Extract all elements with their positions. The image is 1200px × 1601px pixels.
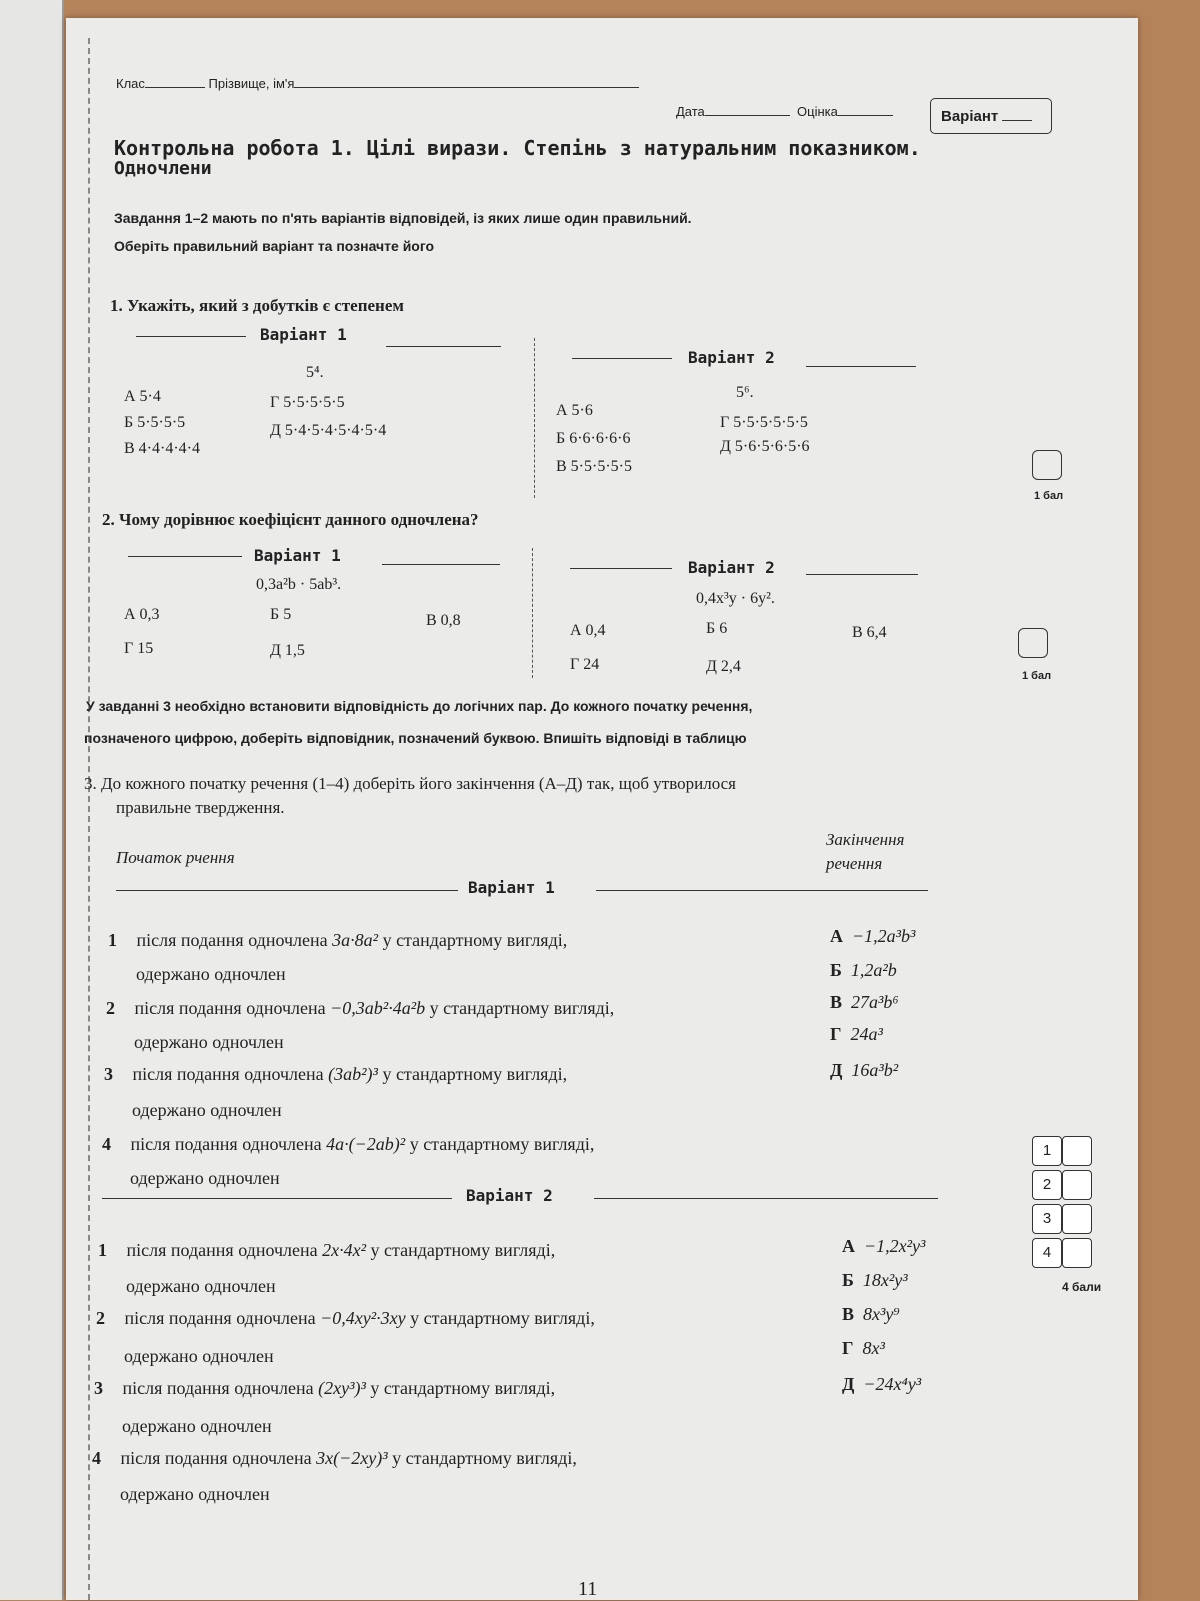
q2-v1-expr: 0,3a²b · 5ab³. [256,576,342,593]
q3-v2-item-2 [96,1308,595,1329]
answer-expr: −1,2x²y³ [864,1236,926,1256]
date-label: Дата [676,104,705,119]
q3-v2-item-3-cont: одержано одночлен [122,1416,272,1436]
q2-v2-opt-v[interactable]: В 6,4 [852,624,887,641]
instruction-line-2: Оберіть правильний варіант та позначте його [114,238,435,254]
q2-v2-opt-g[interactable]: Г 24 [570,656,600,673]
answer-table-row-label: 1 [1032,1136,1062,1166]
q3-v2-answer-d [842,1374,921,1395]
item-text: після подання одночлена [136,930,328,950]
q2-answer-checkbox[interactable] [1018,628,1048,658]
answer-expr: 8x³ [862,1338,885,1358]
answer-table-row-label: 3 [1032,1204,1062,1234]
q3-v2-item-2-cont: одержано одночлен [124,1346,274,1366]
q2-v2-opt-d[interactable]: Д 2,4 [706,658,741,675]
q1-v2-expr: 5⁶. [736,384,754,401]
q3-v1-answer-g [830,1024,883,1045]
q3-v2-answer-b [842,1270,908,1291]
item-number: 4 [92,1448,101,1468]
answer-table-row-label: 2 [1032,1170,1062,1200]
answer-letter: Б [842,1270,854,1290]
item-expr: 3x(−2xy)³ [316,1448,388,1468]
q3-v1-item-2 [106,998,614,1019]
divider [806,574,918,575]
q2-v1-opt-a[interactable]: А 0,3 [124,606,160,623]
instruction-line-1: Завдання 1–2 мають по п'ять варіантів відповідей, із яких лише один правильний. [114,210,692,226]
divider [570,568,672,569]
col-end-header-2: речення [826,854,883,873]
item-number: 2 [96,1308,105,1328]
q3-variant2-label: Варіант 2 [466,1186,553,1205]
q2-v2-opt-b[interactable]: Б 6 [706,620,728,637]
question-2: 2. Чому дорівнює коефіцієнт данного одночлена? [102,510,479,529]
question-3-line-1: 3. До кожного початку речення (1–4) доберіть його закінчення (А–Д) так, щоб утворилося [84,774,736,793]
q3-v1-item-3-cont: одержано одночлен [132,1100,282,1120]
item-number: 3 [104,1064,113,1084]
q3-v1-item-2-cont: одержано одночлен [134,1032,284,1052]
divider [594,1198,938,1199]
q1-v2-opt-d[interactable]: Д 5·6·5·6·5·6 [720,438,810,455]
q3-v2-item-1-cont: одержано одночлен [126,1276,276,1296]
question-1: 1. Укажіть, який з добутків є степенем [110,296,404,315]
q1-v1-opt-d[interactable]: Д 5·4·5·4·5·4·5·4 [270,422,387,439]
q2-variant2-label: Варіант 2 [688,558,775,577]
answer-expr: 1,2a²b [850,960,897,980]
q2-variant1-label: Варіант 1 [254,546,341,565]
q3-v1-item-3 [104,1064,567,1085]
answer-table-row-label: 4 [1032,1238,1062,1268]
answer-expr: 24a³ [850,1024,883,1044]
q2-v2-opt-a[interactable]: А 0,4 [570,622,606,639]
column-divider [532,548,533,678]
header-fields [116,76,639,91]
q3-v2-item-1 [98,1240,555,1261]
answer-expr: 16a³b² [851,1060,899,1080]
question-3-line-2: правильне твердження. [116,798,285,817]
answer-letter: В [830,992,843,1012]
item-text: у стандартному вигляді, [392,1448,577,1468]
item-text: після подання одночлена [122,1378,314,1398]
worksheet-page [66,18,1138,1600]
q1-answer-checkbox[interactable] [1032,450,1062,480]
item-number: 1 [98,1240,107,1260]
item-text: після подання одночлена [126,1240,318,1260]
q3-score: 4 бали [1062,1280,1102,1294]
q2-score: 1 бал [1022,670,1052,682]
q3-v2-answer-v [842,1304,900,1325]
answer-expr: −1,2a³b³ [852,926,916,946]
answer-expr: 18x²y³ [862,1270,908,1290]
answer-letter: А [830,926,843,946]
variant-field[interactable] [1002,120,1032,121]
item-text: у стандартному вигляді, [409,1134,595,1154]
q3-v1-item-1 [108,930,567,951]
item-expr: 4a·(−2ab)² [326,1134,406,1154]
q3-v1-item-4-cont: одержано одночлен [130,1168,280,1188]
item-expr: 2x·4x² [322,1240,367,1260]
answer-letter: Г [830,1024,842,1044]
q1-v2-opt-v[interactable]: В 5·5·5·5·5 [556,458,632,475]
q3-v2-answer-a [842,1236,925,1257]
grade-field[interactable] [838,115,893,116]
answer-table-cell-1[interactable] [1062,1136,1092,1166]
q2-v1-opt-d[interactable]: Д 1,5 [270,642,305,659]
divider [386,346,501,347]
item-text: у стандартному вигляді, [370,1378,556,1398]
item-expr: (3ab²)³ [328,1064,378,1084]
answer-letter: Д [830,1060,843,1080]
item-expr: −0,3ab²·4a²b [330,998,426,1018]
q1-v1-expr: 5⁴. [306,364,324,381]
q3-v1-answer-a [830,926,915,947]
date-field[interactable] [705,115,790,116]
class-field[interactable] [145,87,205,88]
left-page-edge [0,0,64,1600]
answer-letter: А [842,1236,855,1256]
item-number: 3 [94,1378,103,1398]
answer-letter: В [842,1304,855,1324]
q1-v1-opt-v[interactable]: В 4·4·4·4·4 [124,440,200,457]
answer-letter: Б [830,960,842,980]
item-text: після подання одночлена [124,1308,316,1328]
q2-v1-opt-g[interactable]: Г 15 [124,640,154,657]
q1-v2-opt-a[interactable]: А 5·6 [556,402,593,419]
item-number: 2 [106,998,115,1018]
page-title: Контрольна робота 1. Цілі вирази. Степінь з натуральним показником. [114,136,921,160]
q1-v2-opt-b[interactable]: Б 6·6·6·6·6 [556,430,631,447]
column-divider [534,338,535,498]
answer-letter: Г [842,1338,854,1358]
page-subtitle: Одночлени [114,158,212,179]
answer-letter: Д [842,1374,855,1394]
name-field[interactable] [294,87,639,88]
q1-variant1-label: Варіант 1 [260,325,347,344]
divider [136,336,246,337]
q1-v1-opt-a[interactable]: А 5·4 [124,388,161,405]
cut-line [88,38,90,1600]
q3-v1-answer-d [830,1060,898,1081]
page-number: 11 [578,1578,598,1600]
answer-table-cell-3[interactable] [1062,1204,1092,1234]
q3-v1-item-4 [102,1134,594,1155]
q1-v2-opt-g[interactable]: Г 5·5·5·5·5·5 [720,414,808,431]
item-text: у стандартному вигляді, [410,1308,595,1328]
q3-v2-item-4-cont: одержано одночлен [120,1484,270,1504]
q1-v1-opt-b[interactable]: Б 5·5·5·5 [124,414,186,431]
q1-score: 1 бал [1034,490,1064,502]
col-start-header: Початок рчення [116,848,235,867]
item-text: після подання одночлена [134,998,326,1018]
item-text: у стандартному вигляді, [429,998,615,1018]
q3-v2-answer-g [842,1338,885,1359]
item-text: у стандартному вигляді, [370,1240,556,1260]
divider [128,556,242,557]
grade-label: Оцінка [797,104,838,119]
q3-v1-item-1-cont: одержано одночлен [136,964,286,984]
answer-table-cell-4[interactable] [1062,1238,1092,1268]
divider [806,366,916,367]
q1-variant2-label: Варіант 2 [688,348,775,367]
variant-box-label: Варіант [941,108,999,125]
item-text: після подання одночлена [120,1448,312,1468]
q2-v1-opt-v[interactable]: В 0,8 [426,612,461,629]
item-number: 4 [102,1134,111,1154]
variant-box[interactable] [930,98,1052,134]
q3-variant1-label: Варіант 1 [468,878,555,897]
date-grade-fields [676,104,893,119]
answer-table-cell-2[interactable] [1062,1170,1092,1200]
item-text: у стандартному вигляді, [382,930,568,950]
answer-expr: 27a³b⁶ [851,992,899,1012]
answer-expr: 8x³y⁹ [863,1304,900,1324]
q2-v2-expr: 0,4x³y · 6y². [696,590,775,607]
q3-v1-answer-v [830,992,899,1013]
divider [116,890,458,891]
item-expr: −0,4xy²·3xy [320,1308,406,1328]
item-number: 1 [108,930,117,950]
divider [596,890,928,891]
q3-v2-item-3 [94,1378,555,1399]
q1-v1-opt-g[interactable]: Г 5·5·5·5·5 [270,394,345,411]
divider [102,1198,452,1199]
instruction3-line-1: У завданні 3 необхідно встановити відповідність до логічних пар. До кожного початку речення, [86,698,753,714]
divider [572,358,672,359]
item-expr: (2xy³)³ [318,1378,366,1398]
answer-expr: −24x⁴y³ [863,1374,922,1394]
instruction3-line-2: позначеного цифрою, доберіть відповідник, позначений буквою. Впишіть відповіді в таблицю [84,730,747,746]
q3-v2-item-4 [92,1448,577,1469]
name-label: Прізвище, ім'я [208,76,295,91]
divider [382,564,500,565]
class-label: Клас [116,76,145,91]
item-expr: 3a·8a² [332,930,379,950]
item-text: після подання одночлена [130,1134,322,1154]
q3-v1-answer-b [830,960,897,981]
col-end-header-1: Закінчення [826,830,905,849]
item-text: у стандартному вигляді, [382,1064,568,1084]
q2-v1-opt-b[interactable]: Б 5 [270,606,292,623]
item-text: після подання одночлена [132,1064,324,1084]
